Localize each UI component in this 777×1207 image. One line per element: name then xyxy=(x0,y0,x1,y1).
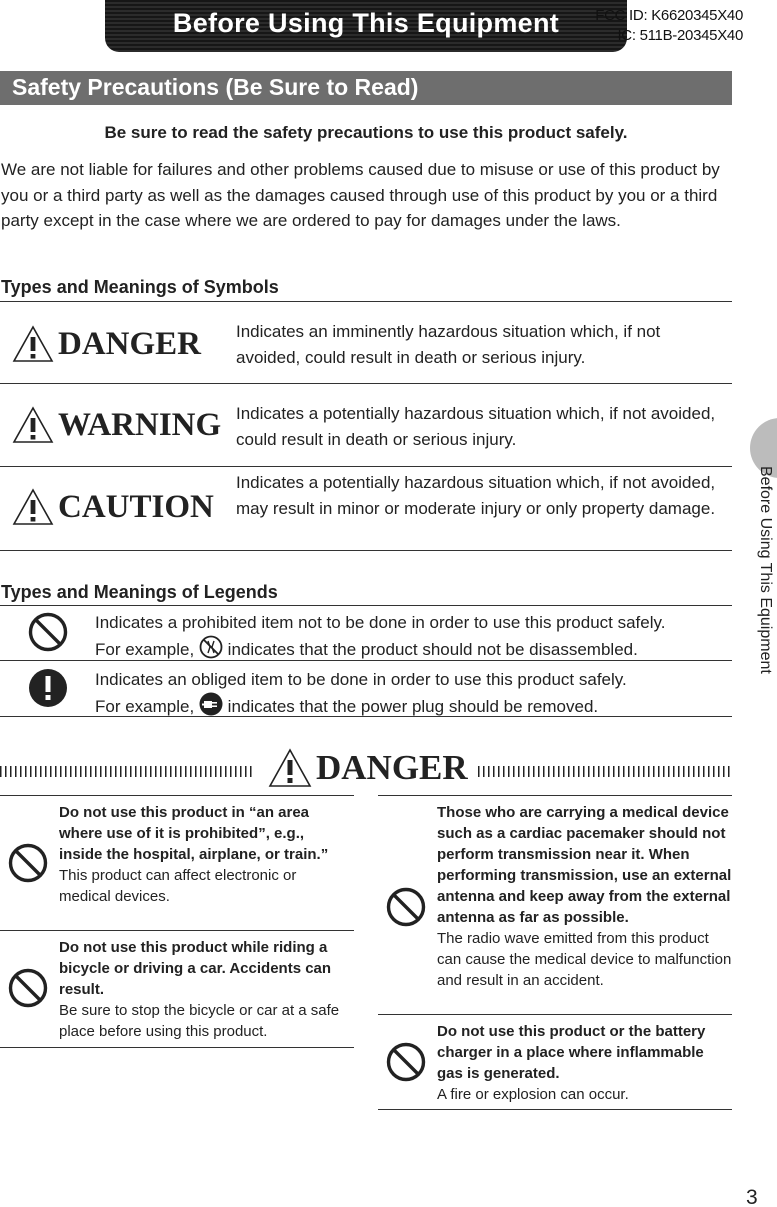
danger-item-text xyxy=(59,937,351,1042)
danger-item-normal: This product can affect electronic or medical devices. xyxy=(59,867,297,905)
danger-label xyxy=(12,325,201,363)
danger-item-bold: Do not use this product in “an area where use of it is prohibited”, e.g., inside the hospital, airplane, or train.” xyxy=(59,804,329,863)
legend-prohibited-post: indicates that the product should not be disassembled. xyxy=(227,640,638,659)
divider xyxy=(378,1109,732,1110)
danger-item-bold: Do not use this product or the battery charger in a place where inflammable gas is generated. xyxy=(437,1023,706,1082)
side-tab-label: Before Using This Equipment xyxy=(757,466,774,674)
danger-item xyxy=(0,930,354,1047)
warning-label-text: WARNING xyxy=(58,406,222,443)
danger-item-text xyxy=(59,802,351,907)
danger-item xyxy=(378,795,732,1014)
section-title: Safety Precautions (Be Sure to Read) xyxy=(0,71,732,105)
warning-triangle-icon xyxy=(268,748,312,788)
danger-item-text xyxy=(437,1021,729,1105)
warning-triangle-icon xyxy=(12,325,54,363)
caution-label xyxy=(12,488,214,526)
legend-prohibited-line2 xyxy=(95,635,730,662)
legend-obliged-pre: For example, xyxy=(95,697,195,716)
symbol-row-warning xyxy=(0,383,732,466)
warning-desc: Indicates a potentially hazardous situation which, if not avoided, could result in death or serious injury. xyxy=(236,404,716,449)
legend-obliged-post: indicates that the power plug should be removed. xyxy=(227,697,599,716)
legend-obliged-text xyxy=(95,667,730,719)
legend-prohibited-pre: For example, xyxy=(95,640,195,659)
ic-id: IC: 511B-20345X40 xyxy=(617,27,743,44)
legend-prohibited-text xyxy=(95,610,730,662)
prohibition-icon xyxy=(8,968,48,1008)
danger-item-text xyxy=(437,802,733,991)
warning-triangle-icon xyxy=(12,488,54,526)
danger-item xyxy=(0,795,354,930)
divider xyxy=(0,660,732,661)
warning-triangle-icon xyxy=(12,406,54,444)
warning-label xyxy=(12,406,221,444)
prohibition-icon xyxy=(386,1042,426,1082)
divider xyxy=(0,716,732,717)
legend-obliged-line1: Indicates an obliged item to be done in order to use this product safely. xyxy=(95,670,627,689)
danger-item-normal: A fire or explosion can occur. xyxy=(437,1086,629,1103)
divider xyxy=(0,605,732,606)
legend-prohibited-line1: Indicates a prohibited item not to be done in order to use this product safely. xyxy=(95,613,666,632)
danger-label-text: DANGER xyxy=(58,325,202,362)
legend-obliged-line2 xyxy=(95,692,730,719)
legends-heading: Types and Meanings of Legends xyxy=(1,582,278,602)
danger-banner-title xyxy=(268,748,468,788)
danger-item-bold: Those who are carrying a medical device such as a cardiac pacemaker should not perform transmission near it. When performing transmission, use an external antenna and keep away from the external antenna as far as possible. xyxy=(437,804,732,926)
danger-item-normal: The radio wave emitted from this product can cause the medical device to malfunction and result in an accident. xyxy=(437,930,732,989)
danger-item xyxy=(378,1014,732,1109)
header-tab xyxy=(105,0,627,52)
unplug-icon xyxy=(199,692,223,716)
danger-banner-text: DANGER xyxy=(316,748,468,787)
divider xyxy=(0,550,732,551)
prohibition-icon xyxy=(8,843,48,883)
intro-paragraph: We are not liable for failures and other problems caused due to misuse or use of this product by you or a third party as well as the damages caused through use of this product by you or a third party except in the case where we are ordered to pay for damages under the laws. xyxy=(1,160,720,230)
divider xyxy=(0,1047,354,1048)
fcc-id: FCC ID: K6620345X40 xyxy=(595,7,743,24)
fcc-info xyxy=(595,6,743,46)
hatch-decoration xyxy=(0,766,255,777)
header-title: Before Using This Equipment xyxy=(172,8,560,38)
lead-text: Be sure to read the safety precautions to use this product safely. xyxy=(104,123,628,142)
hatch-decoration xyxy=(478,766,732,777)
danger-banner xyxy=(0,748,732,792)
symbol-row-danger xyxy=(0,301,732,383)
no-disassembly-icon xyxy=(199,635,223,659)
prohibition-icon xyxy=(28,612,68,652)
danger-desc: Indicates an imminently hazardous situation which, if not avoided, could result in death or serious injury. xyxy=(236,322,661,367)
symbols-heading: Types and Meanings of Symbols xyxy=(1,277,279,297)
page-number: 3 xyxy=(746,1186,758,1207)
caution-desc: Indicates a potentially hazardous situation which, if not avoided, may result in minor or moderate injury or only property damage. xyxy=(236,473,716,518)
symbol-row-caution xyxy=(0,466,732,550)
danger-item-normal: Be sure to stop the bicycle or car at a safe place before using this product. xyxy=(59,1002,340,1040)
caution-label-text: CAUTION xyxy=(58,488,214,525)
danger-item-bold: Do not use this product while riding a bicycle or driving a car. Accidents can result. xyxy=(59,939,332,998)
mandatory-icon xyxy=(28,668,68,708)
prohibition-icon xyxy=(386,887,426,927)
